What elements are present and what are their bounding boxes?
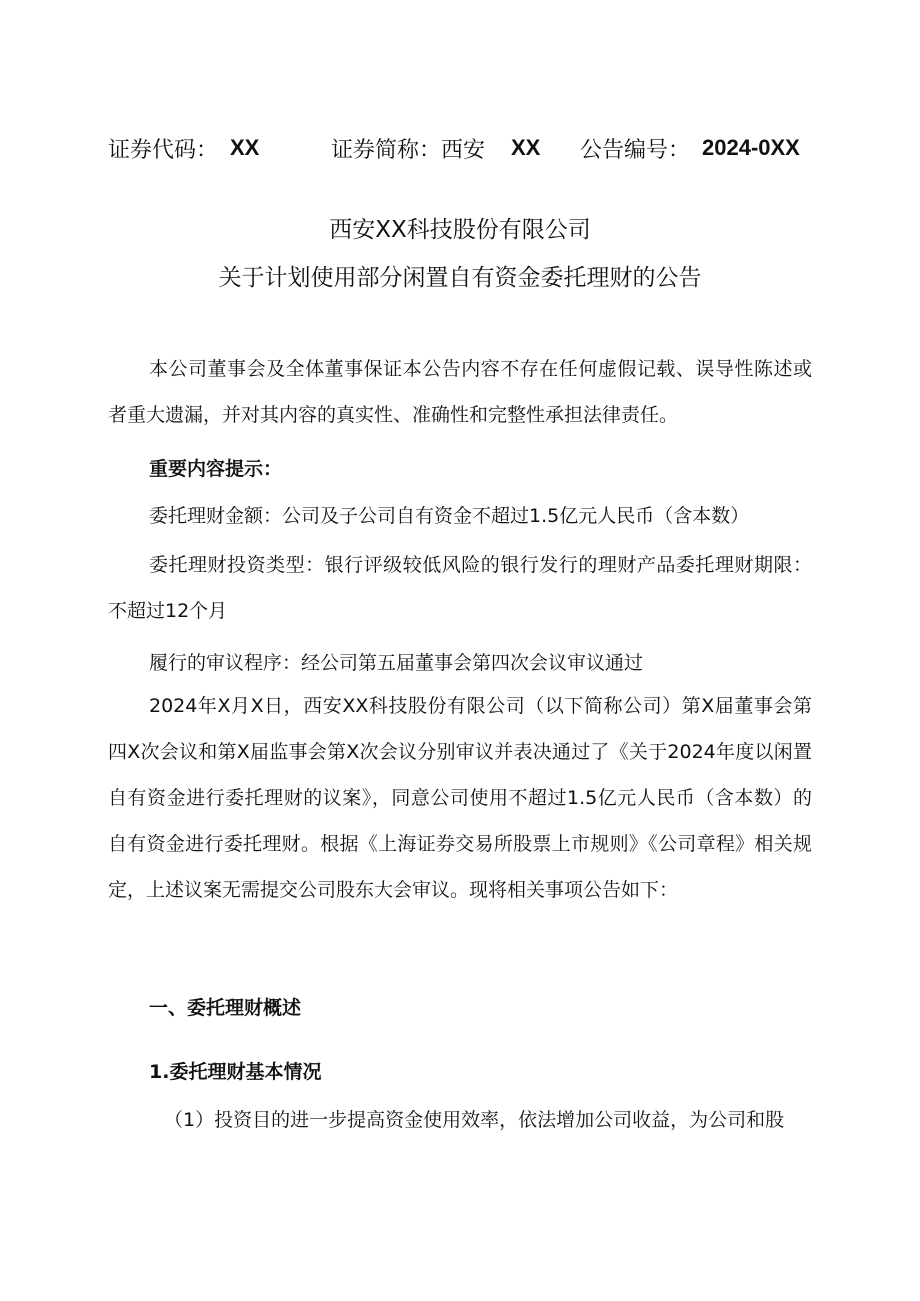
- key-point-amount: 委托理财金额：公司及子公司自有资金不超过1.5亿元人民币（含本数）: [149, 505, 750, 527]
- body-paragraph: 2024年X月X日，西安XX科技股份有限公司（以下简称公司）第X届董事会第四X次会议和第X届监事会第X次会议分别审议并表决通过了《关于2024年度以闲置自有资金进行委托理财的议案》，同意公司使用不超过1.5亿元人民币（含本数）的自有资金进行委托理财。根据《上海证券交易所股票上市规则》《公司章程》相关规定，上述议案无需提交公司股东大会审议。现将相关事项公告如下：: [108, 695, 812, 901]
- board-statement: 本公司董事会及全体董事保证本公告内容不存在任何虚假记载、误导性陈述或者重大遗漏，并对其内容的真实性、准确性和完整性承担法律责任。: [108, 358, 812, 426]
- company-title: 西安XX科技股份有限公司: [329, 217, 591, 243]
- announcement-number-label: 公告编号：: [580, 138, 691, 163]
- stock-code-value: XX: [230, 135, 260, 160]
- stock-short-name-label: 证券简称：西安: [331, 138, 486, 163]
- key-point-type: 委托理财投资类型：银行评级较低风险的银行发行的理财产品委托理财期限：不超过12个月: [108, 554, 812, 622]
- announcement-header: [108, 133, 812, 169]
- announcement-number-value: 2024-0XX: [702, 135, 800, 160]
- subsection-heading: 1.委托理财基本情况: [149, 1061, 322, 1083]
- section-heading: 一、委托理财概述: [149, 997, 302, 1019]
- key-points-heading: 重要内容提示：: [149, 458, 283, 480]
- stock-code-label: 证券代码：: [108, 138, 219, 163]
- list-item: （1）投资目的进一步提高资金使用效率，依法增加公司收益，为公司和股: [164, 1109, 785, 1131]
- announcement-title: 关于计划使用部分闲置自有资金委托理财的公告: [218, 265, 702, 291]
- key-point-procedure: 履行的审议程序：经公司第五届董事会第四次会议审议通过: [149, 652, 644, 674]
- stock-short-name-value: XX: [511, 135, 541, 160]
